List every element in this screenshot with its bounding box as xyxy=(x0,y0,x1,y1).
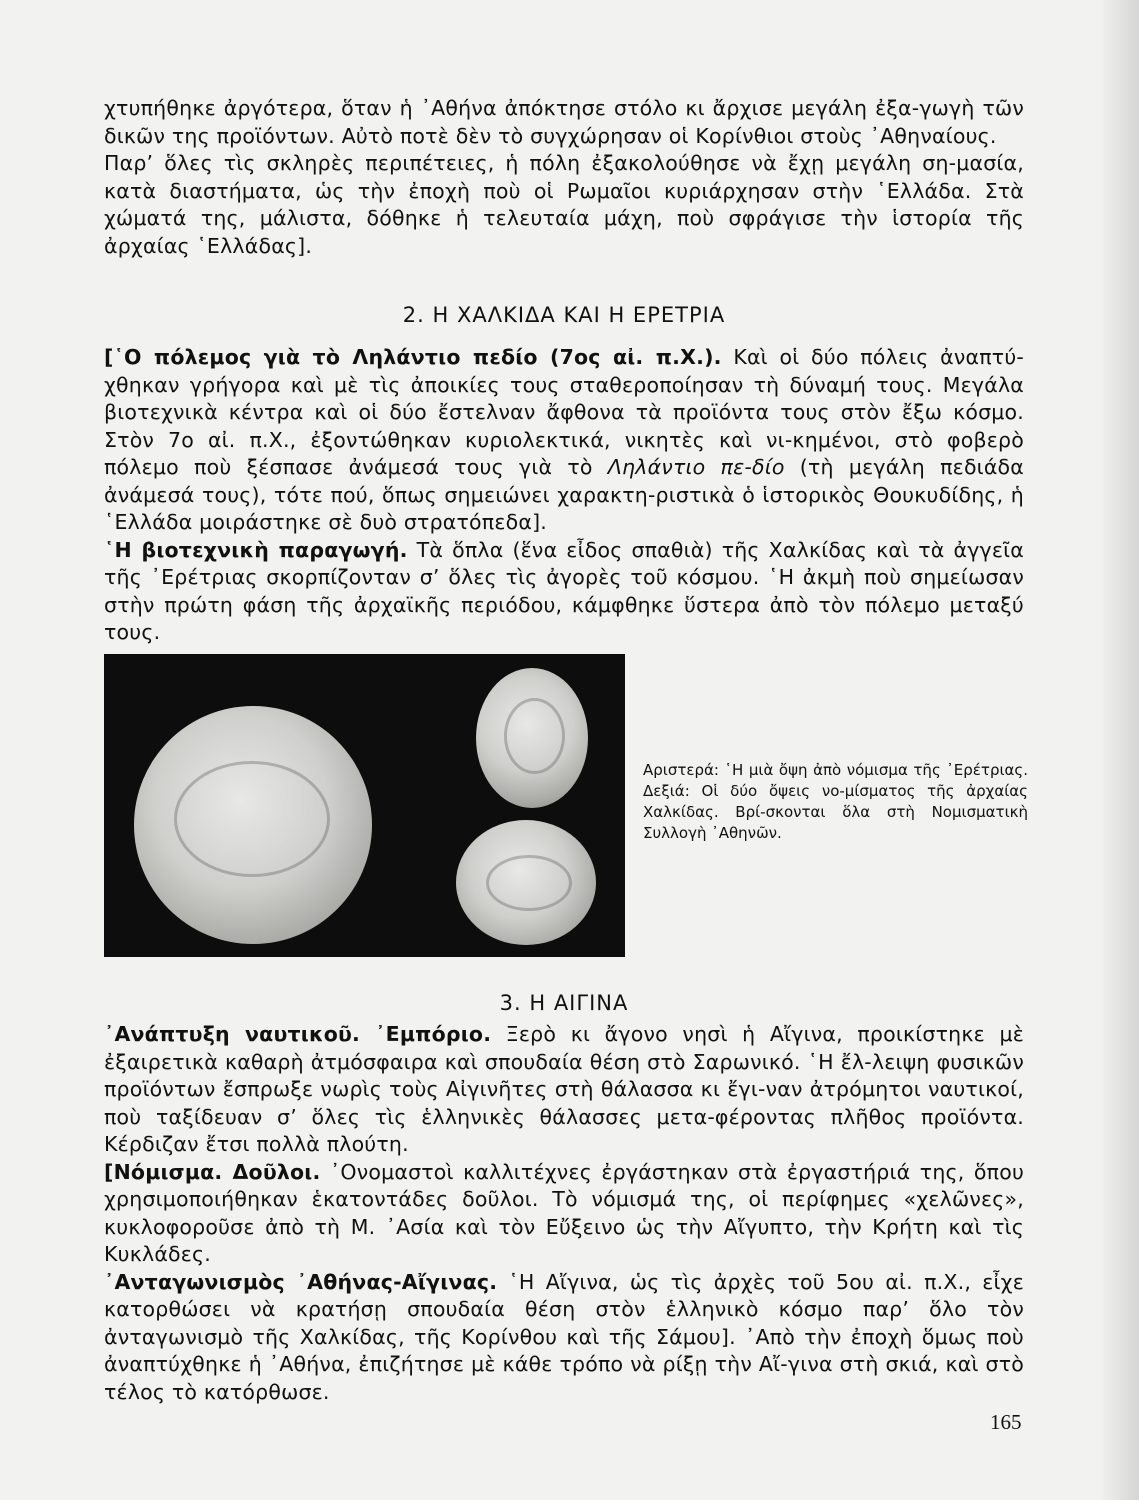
chalkida-coin-obverse xyxy=(476,668,588,808)
paragraph-text: Καὶ οἱ δύο πόλεις ἀναπτύ-χθηκαν γρήγορα καὶ μὲ τὶς ἀποικίες τους σταθεροποίησαν τὴ δύναμή τους. Μεγάλα βιοτεχνικὰ κέντρα καὶ οἱ δύο ἔστελναν ἄφθονα τὰ προϊόντα τους στὸν ἔξω κόσμο. Στὸν 7ο αἰ. π.Χ., ἐξοντώθηκαν κυριολεκτικά, νικητὲς καὶ νι-κημένοι, στὸ φοβερὸ πόλεμο ποὺ ξέσπασε ἀνάμεσά τους γιὰ τὸ xyxy=(104,345,1024,479)
paragraph xyxy=(104,344,1024,537)
paragraph-lead: [῾Ο πόλεμος γιὰ τὸ Ληλάντιο πεδίο (7ος αἰ. π.Χ.). xyxy=(104,345,722,369)
paragraph-lead: [Νόμισμα. Δοῦλοι. xyxy=(104,1159,321,1184)
section3-text xyxy=(104,1021,1024,1406)
page-number: 165 xyxy=(990,1410,1022,1434)
eretria-coin xyxy=(134,706,372,944)
paragraph-lead: ᾿Ανάπτυξη ναυτικοῦ. ᾿Εμπόριο. xyxy=(104,1022,492,1046)
intro-text xyxy=(104,95,1024,260)
coin-relief xyxy=(504,698,565,774)
paragraph: χτυπήθηκε ἀργότερα, ὅταν ἡ ᾿Αθήνα ἀπόκτησε στόλο κι ἄρχισε μεγάλη ἐξα-γωγὴ τῶν δικῶν της προϊόντων. Αὐτὸ ποτὲ δὲν τὸ συγχώρησαν οἱ Κορίνθιοι στοὺς ᾿Αθηναίους. xyxy=(104,96,1024,148)
paragraph xyxy=(104,1021,1024,1159)
paragraph-lead: ῾Η βιοτεχνικὴ παραγωγή. xyxy=(104,537,408,562)
coin-photograph xyxy=(104,654,625,957)
coin-relief xyxy=(174,761,330,877)
paragraph xyxy=(104,1159,1024,1269)
section-heading-aigina: 3. Η ΑΙΓΙΝΑ xyxy=(499,991,629,1015)
paragraph-text: (τὴ μεγάλη πεδιάδα ἀνάμεσά τους), τότε πού, ὅπως σημειώνει χαρακτη-ριστικὰ ὁ ἱστορικὸς Θουκυδίδης, ἡ ῾Ελλάδα μοιράστηκε σὲ δυὸ στρατόπεδα]. xyxy=(104,455,1024,534)
page-edge-shadow xyxy=(1099,0,1139,1500)
chalkida-coin-reverse xyxy=(456,820,596,945)
paragraph-text: Τὰ ὅπλα (ἕνα εἶδος σπαθιὰ) τῆς Χαλκίδας καὶ τὰ ἀγγεῖα τῆς ᾿Ερέτριας σκορπίζονταν σ’ ὅλες τὶς ἀγορὲς τοῦ κόσμου. ῾Η ἀκμὴ ποὺ σημείωσαν στὴν πρώτη φάση τῆς ἀρχαϊκῆς περιόδου, κάμφθηκε ὕστερα ἀπὸ τὸν πόλεμο μεταξύ τους. xyxy=(104,537,1024,644)
paragraph-lead: ᾿Ανταγωνισμὸς ᾿Αθήνας-Αἴγινας. xyxy=(104,1269,498,1294)
paragraph xyxy=(104,537,1024,647)
paragraph: Παρ’ ὅλες τὶς σκληρὲς περιπέτειες, ἡ πόλη ἐξακολούθησε νὰ ἔχῃ μεγάλη ση-μασία, κατὰ διαστήματα, ὡς τὴν ἐποχὴ ποὺ οἱ Ρωμαῖοι κυριάρχησαν στὴν ῾Ελλάδα. Στὰ χώματά της, μάλιστα, δόθηκε ἡ τελευταία μάχη, ποὺ σφράγισε τὴν ἱστορία τῆς ἀρχαίας ῾Ελλάδας]. xyxy=(104,151,1024,258)
figure-caption: Αριστερά: ῾Η μιὰ ὄψη ἀπὸ νόμισμα τῆς ᾿Ερέτριας. Δεξιά: Οἱ δύο ὄψεις νο-μίσματος τῆς ἀρχαίας Χαλκίδας. Βρί-σκονται ὅλα στὴ Νομισματικὴ Συλλογὴ ᾿Αθηνῶν. xyxy=(643,761,1028,842)
section-heading-chalkida-eretria: 2. Η ΧΑΛΚΙΔΑ ΚΑΙ Η ΕΡΕΤΡΙΑ xyxy=(402,303,726,327)
paragraph xyxy=(104,1269,1024,1407)
italic-term: Ληλάντιο πε-δίο xyxy=(607,455,785,479)
section2-text xyxy=(104,344,1024,647)
paragraph-text: ᾿Ονομαστοὶ καλλιτέχνες ἐργάστηκαν στὰ ἐργαστήριά της, ὅπου χρησιμοποιήθηκαν ἑκατοντάδες δοῦλοι. Τὸ νόμισμά της, οἱ περίφημες «χελῶνες», κυκλοφοροῦσε ἀπὸ τὴ Μ. ᾿Ασία καὶ τὸν Εὔξεινο ὡς τὴν Αἴγυπτο, τὴν Κρήτη καὶ τὶς Κυκλάδες. xyxy=(104,1159,1025,1266)
paragraph-text: ῾Η Αἴγινα, ὡς τὶς ἀρχὲς τοῦ 5ου αἰ. π.Χ., εἶχε κατορθώσει νὰ κρατήσῃ σπουδαία θέση στὸν ἑλληνικὸ κόσμο παρ’ ὅλο τὸν ἀνταγωνισμὸ τῆς Χαλκίδας, τῆς Κορίνθου καὶ τῆς Σάμου]. ᾿Απὸ τὴν ἐποχὴ ὅμως ποὺ ἀναπτύχθηκε ἡ ᾿Αθήνα, ἐπιζήτησε μὲ κάθε τρόπο νὰ ρίξῃ τὴν Αἴ-γινα στὴ σκιά, καὶ στὸ τέλος τὸ κατόρθωσε. xyxy=(104,1269,1024,1404)
paragraph-text: Ξερὸ κι ἄγονο νησὶ ἡ Αἴγινα, προικίστηκε μὲ ἐξαιρετικὰ καθαρὴ ἀτμόσφαιρα καὶ σπουδαία θέση στὸ Σαρωνικό. ῾Η ἔλ-λειψη φυσικῶν προϊόντων ἔσπρωξε νωρὶς τοὺς Αἰγινῆτες στὴ θάλασσα κι ἔγι-ναν ἀτρόμητοι ναυτικοί, ποὺ ταξίδευαν σ’ ὅλες τὶς ἑλληνικὲς θάλασσες μετα-φέροντας πλῆθος προϊόντα. Κέρδιζαν ἔτσι πολλὰ πλούτη. xyxy=(104,1022,1024,1156)
coin-relief xyxy=(486,855,572,911)
